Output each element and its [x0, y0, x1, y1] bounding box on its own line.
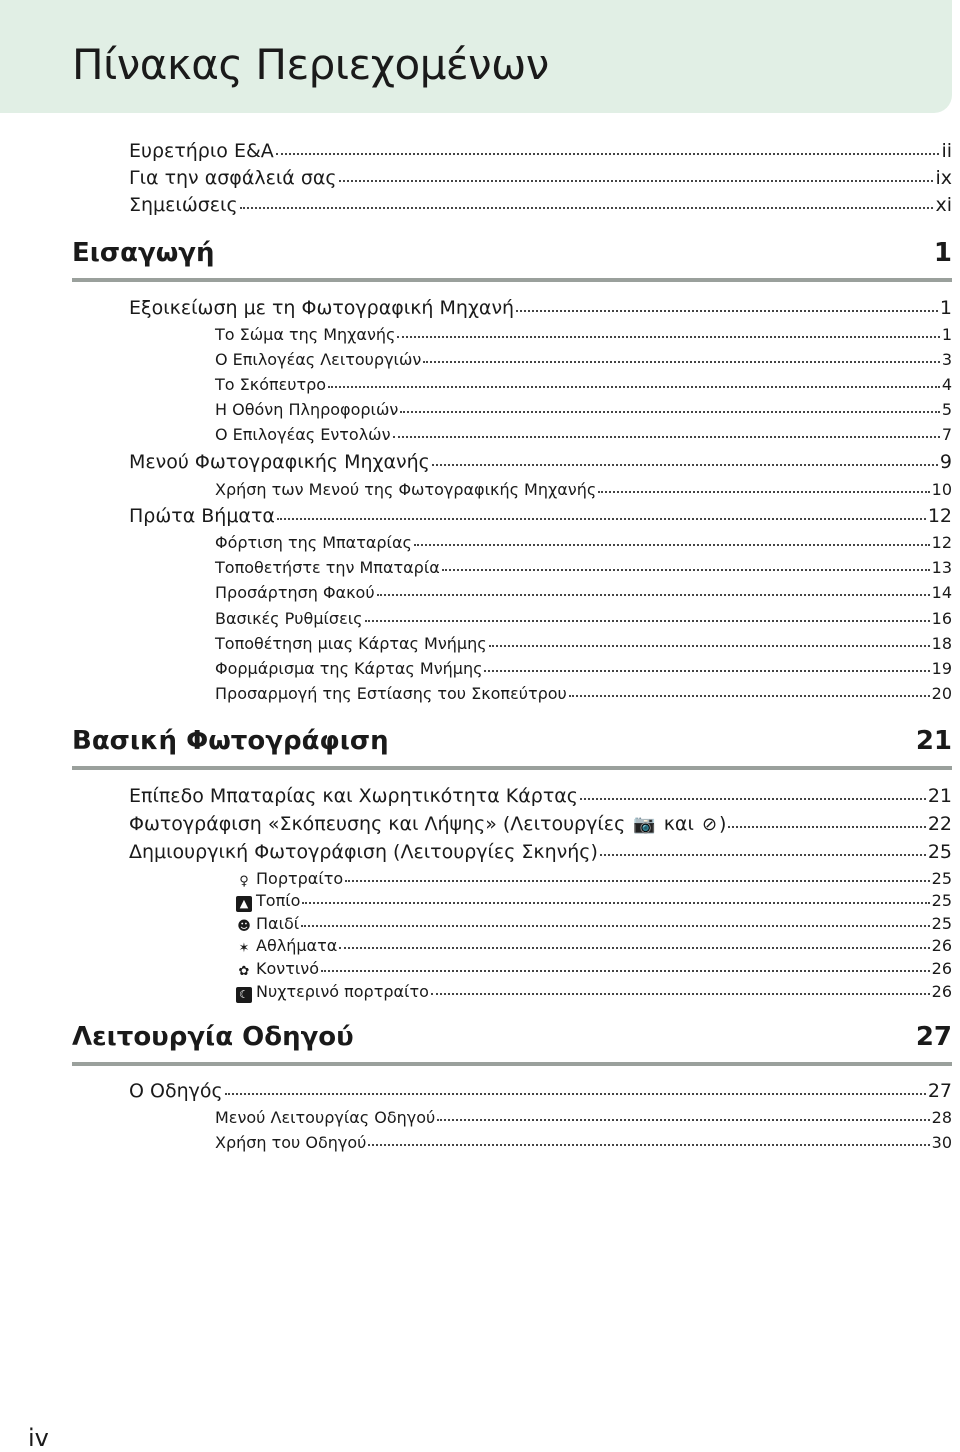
section-heading-guide-mode[interactable]	[72, 1024, 952, 1056]
entry-label-text: Παιδί	[256, 914, 300, 933]
entry-label-text: Νυχτερινό πορτραίτο	[256, 982, 429, 1001]
entry-label-text: Τοπίο	[256, 891, 301, 910]
toc-entry[interactable]	[215, 636, 952, 652]
entry-label	[129, 815, 726, 834]
entry-label: Βασικές Ρυθμίσεις	[215, 609, 363, 628]
entry-page: 5	[941, 400, 952, 419]
section-heading-basic-photography[interactable]	[72, 728, 952, 760]
entry-page: 3	[941, 350, 952, 369]
toc-entry[interactable]	[129, 453, 952, 472]
dot-leader	[377, 594, 930, 596]
toc-entry-notes[interactable]	[129, 196, 952, 215]
entry-label: Προσαρμογή της Εστίασης του Σκοπεύτρου	[215, 684, 567, 703]
page-number: iv	[28, 1424, 49, 1452]
entry-label: Τοποθέτηση μιας Κάρτας Μνήμης	[215, 634, 487, 653]
section-title: Εισαγωγή	[72, 238, 215, 268]
toc-entry[interactable]	[215, 352, 952, 368]
dot-leader	[484, 670, 929, 672]
toc-entry[interactable]	[215, 402, 952, 418]
toc-entry[interactable]	[129, 787, 952, 806]
entry-page: 30	[931, 1133, 952, 1152]
entry-page: 19	[931, 659, 952, 678]
entry-label: Σημειώσεις	[129, 194, 238, 216]
entry-page: 26	[931, 936, 952, 955]
section-page: 21	[915, 726, 952, 756]
entry-page: 25	[931, 914, 952, 933]
entry-page: 16	[931, 609, 952, 628]
toc-entry-scene[interactable]	[236, 916, 952, 935]
entry-page: 13	[931, 558, 952, 577]
entry-label	[236, 961, 319, 980]
dot-leader	[400, 411, 940, 413]
toc-entry-scene[interactable]	[236, 984, 952, 1003]
section-page: 27	[915, 1022, 952, 1052]
toc-entry-scene[interactable]	[236, 871, 952, 890]
dot-leader	[414, 544, 930, 546]
dot-leader	[277, 518, 926, 520]
dot-leader	[301, 925, 929, 927]
dot-leader	[600, 854, 926, 856]
entry-label: Το Σκόπευτρο	[215, 375, 327, 394]
entry-label-text: Αθλήματα	[256, 936, 338, 955]
dot-leader	[569, 695, 930, 697]
dot-leader	[431, 993, 930, 995]
section-rule	[72, 278, 952, 282]
toc-entry[interactable]	[215, 1110, 952, 1126]
entry-page: 14	[931, 583, 952, 602]
section-rule	[72, 1062, 952, 1066]
entry-page: 22	[927, 813, 952, 835]
entry-label: Τοποθετήστε την Μπαταρία	[215, 558, 440, 577]
dot-leader	[423, 361, 940, 363]
entry-label: Για την ασφάλειά σας	[129, 167, 337, 189]
dot-leader	[598, 491, 929, 493]
toc-entry[interactable]	[215, 377, 952, 393]
entry-label: Μενού Λειτουργίας Οδηγού	[215, 1108, 436, 1127]
entry-page: 1	[939, 297, 952, 319]
dot-leader	[276, 153, 940, 155]
toc-entry[interactable]	[215, 327, 952, 343]
dot-leader	[442, 569, 930, 571]
dot-leader	[365, 620, 930, 622]
section-title: Βασική Φωτογράφιση	[72, 726, 389, 756]
dot-leader	[345, 880, 929, 882]
dot-leader	[489, 645, 930, 647]
entry-page: ii	[941, 140, 952, 162]
dot-leader	[339, 947, 929, 949]
entry-page: 25	[931, 891, 952, 910]
toc-entry-qa-index[interactable]	[129, 142, 952, 161]
toc-entry-scene[interactable]	[236, 961, 952, 980]
sports-icon: ✶	[238, 941, 250, 956]
entry-label: Ο Επιλογέας Λειτουργιών	[215, 350, 422, 369]
entry-page: 28	[931, 1108, 952, 1127]
toc-entry-scene[interactable]	[236, 938, 952, 957]
dot-leader	[516, 310, 938, 312]
toc-entry[interactable]	[215, 427, 952, 443]
page-title: Πίνακας Περιεχομένων	[72, 40, 549, 89]
entry-label	[236, 916, 299, 935]
entry-label-end: )	[719, 813, 727, 835]
entry-page: 10	[931, 480, 952, 499]
dot-leader	[393, 436, 940, 438]
entry-label: Χρήση του Οδηγού	[215, 1133, 367, 1152]
dot-leader	[580, 798, 926, 800]
entry-page: ix	[935, 167, 952, 189]
entry-label: Φορμάρισμα της Κάρτας Μνήμης	[215, 659, 483, 678]
entry-label: Δημιουργική Φωτογράφιση (Λειτουργίες Σκηνής)	[129, 841, 598, 863]
night-portrait-icon: ☾	[236, 987, 252, 1003]
entry-label: Προσάρτηση Φακού	[215, 583, 375, 602]
entry-label	[236, 871, 343, 890]
auto-mode-icon: 📷	[633, 814, 656, 835]
entry-label: Ο Οδηγός	[129, 1080, 223, 1102]
toc-entry-scene[interactable]	[236, 893, 952, 912]
toc-entry[interactable]	[215, 585, 952, 601]
entry-page: xi	[935, 194, 952, 216]
close-up-icon: ✿	[238, 964, 250, 979]
dot-leader	[397, 336, 939, 338]
entry-page: 20	[931, 684, 952, 703]
toc-entry[interactable]	[129, 1082, 952, 1101]
portrait-icon: ♀	[239, 874, 249, 889]
toc-entry[interactable]	[215, 482, 952, 498]
entry-page: 27	[927, 1080, 952, 1102]
child-icon: ☻	[237, 919, 251, 934]
toc-entry[interactable]	[215, 611, 952, 627]
dot-leader	[437, 1119, 929, 1121]
entry-page: 7	[941, 425, 952, 444]
entry-page: 12	[927, 505, 952, 527]
dot-leader	[328, 386, 940, 388]
entry-label: Χρήση των Μενού της Φωτογραφικής Μηχανής	[215, 480, 597, 499]
section-title: Λειτουργία Οδηγού	[72, 1022, 354, 1052]
entry-label	[236, 984, 429, 1003]
toc-entry[interactable]	[215, 535, 952, 551]
dot-leader	[432, 464, 938, 466]
toc-entry[interactable]	[215, 686, 952, 702]
entry-page: 4	[941, 375, 952, 394]
toc-entry[interactable]	[215, 560, 952, 576]
entry-page: 18	[931, 634, 952, 653]
entry-label: Μενού Φωτογραφικής Μηχανής	[129, 451, 430, 473]
dot-leader	[728, 826, 925, 828]
section-heading-introduction[interactable]	[72, 240, 952, 272]
toc-entry[interactable]	[215, 1135, 952, 1151]
entry-label: Ο Επιλογέας Εντολών	[215, 425, 391, 444]
section-rule	[72, 766, 952, 770]
entry-page: 9	[939, 451, 952, 473]
entry-label: Φόρτιση της Μπαταρίας	[215, 533, 412, 552]
entry-page: 25	[931, 869, 952, 888]
entry-label-start: Φωτογράφιση «Σκόπευσης και Λήψης» (Λειτουργίες	[129, 813, 626, 835]
flash-off-mode-icon: ⊘	[701, 814, 718, 835]
dot-leader	[302, 902, 929, 904]
entry-label-text: Πορτραίτο	[256, 869, 344, 888]
toc-entry-point-and-shoot[interactable]	[129, 815, 952, 834]
entry-label: Το Σώμα της Μηχανής	[215, 325, 396, 344]
entry-label: Η Οθόνη Πληροφοριών	[215, 400, 399, 419]
dot-leader	[240, 207, 934, 209]
dot-leader	[339, 180, 934, 182]
entry-label: Ευρετήριο Ε&Α	[129, 140, 274, 162]
toc-entry-safety[interactable]	[129, 169, 952, 188]
dot-leader	[321, 970, 930, 972]
toc-entry[interactable]	[129, 299, 952, 318]
entry-label-mid: και	[663, 813, 694, 835]
toc-entry[interactable]	[129, 507, 952, 526]
entry-page: 12	[931, 533, 952, 552]
dot-leader	[368, 1144, 929, 1146]
dot-leader	[225, 1093, 926, 1095]
entry-label-text: Κοντινό	[256, 959, 319, 978]
section-page: 1	[933, 238, 952, 268]
entry-label: Επίπεδο Μπαταρίας και Χωρητικότητα Κάρτας	[129, 785, 578, 807]
entry-label: Πρώτα Βήματα	[129, 505, 275, 527]
toc-entry[interactable]	[215, 661, 952, 677]
entry-page: 21	[927, 785, 952, 807]
entry-label: Εξοικείωση με τη Φωτογραφική Μηχανή	[129, 297, 515, 319]
entry-label	[236, 938, 337, 957]
toc-entry[interactable]	[129, 843, 952, 862]
entry-page: 26	[931, 959, 952, 978]
entry-page: 1	[941, 325, 952, 344]
entry-page: 25	[927, 841, 952, 863]
entry-page: 26	[931, 982, 952, 1001]
entry-label	[236, 893, 300, 912]
landscape-icon: ▲	[236, 896, 252, 912]
